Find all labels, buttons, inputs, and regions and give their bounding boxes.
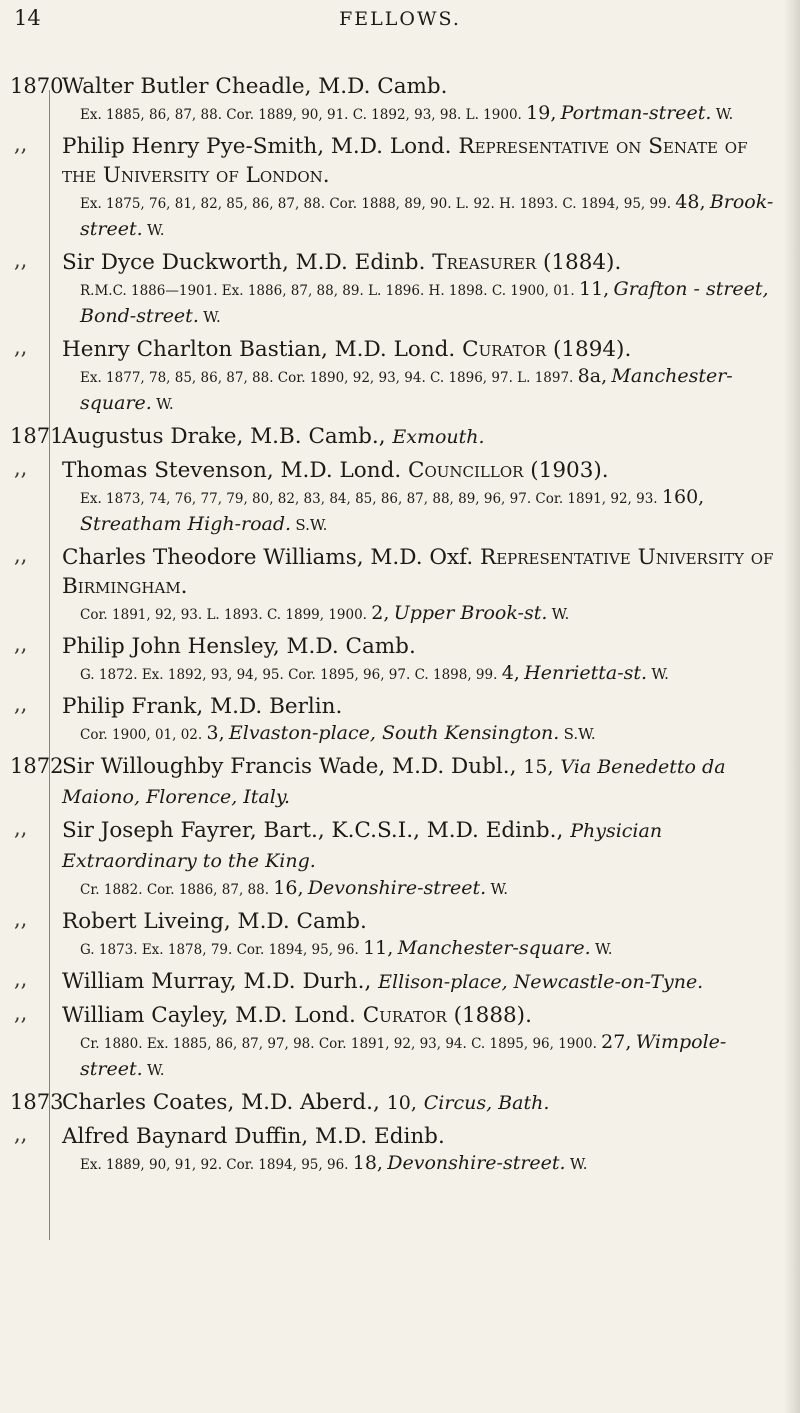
fellow-entry — [0, 632, 800, 688]
entry-service-record — [80, 277, 778, 331]
fellow-name: Thomas Stevenson, M.D. Lond. — [62, 458, 402, 483]
entry-name-line — [62, 692, 778, 721]
entry-service-record — [80, 190, 778, 244]
entry-name-line — [62, 632, 778, 661]
address-district: W. — [146, 221, 165, 239]
fellow-name: William Murray, M.D. Durh., — [62, 969, 372, 994]
service-years: G. 1872. Ex. 1892, 93, 94, 95. Cor. 1895, 96, 97. C. 1898, 99. — [80, 667, 498, 683]
address-district: S.W. — [295, 516, 328, 534]
address-number: 27, — [601, 1031, 632, 1053]
ditto-mark: ,, — [14, 1122, 28, 1146]
fellow-name: William Cayley, M.D. Lond. — [62, 1003, 356, 1028]
address-number: 2, — [371, 602, 390, 624]
address-number: 3, — [206, 722, 225, 744]
entry-name-line — [62, 456, 778, 485]
ditto-mark: ,, — [14, 335, 28, 359]
address-district: W. — [203, 308, 221, 326]
fellow-entry — [0, 1088, 800, 1118]
address-text: Devonshire-street. — [307, 877, 487, 899]
entry-body — [62, 752, 778, 812]
address-district: W. — [715, 105, 734, 123]
fellow-entry — [0, 907, 800, 963]
fellow-office: Councillor (1903). — [408, 458, 609, 483]
entry-name-line — [62, 907, 778, 936]
fellow-name: Alfred Baynard Duffin, M.D. Edinb. — [62, 1124, 445, 1149]
service-years: R.M.C. 1886—1901. Ex. 1886, 87, 88, 89. L. 1896. H. 1898. C. 1900, 01. — [80, 283, 575, 299]
running-title: FELLOWS. — [339, 8, 461, 30]
ditto-mark: ,, — [14, 248, 28, 272]
fellow-entry — [0, 335, 800, 418]
address-district: W. — [156, 395, 174, 413]
address-district: W. — [146, 1061, 165, 1079]
address-number: 19, — [526, 102, 557, 124]
service-years: Cr. 1882. Cor. 1886, 87, 88. — [80, 882, 269, 898]
address-number: 11, — [363, 937, 394, 959]
address-text: Wimpole-street. — [80, 1031, 727, 1080]
address-number: 160, — [661, 486, 705, 508]
entry-service-record — [80, 661, 778, 688]
entry-body — [62, 632, 778, 688]
address-text: Henrietta-st. — [524, 662, 648, 684]
address-text: Elvaston-place, South Kensington. — [228, 722, 560, 744]
address-district: S.W. — [563, 725, 596, 743]
entry-name-line — [62, 1088, 778, 1118]
fellow-name: Sir Willoughby Francis Wade, M.D. Dubl., — [62, 754, 517, 779]
entry-name-line — [62, 1001, 778, 1030]
entry-service-record — [80, 876, 778, 903]
entry-name-line — [62, 422, 778, 452]
address-number: 15, — [523, 756, 554, 778]
entry-year: 1873 — [10, 1090, 64, 1114]
address-text: Upper Brook-st. — [393, 602, 548, 624]
entry-service-record — [80, 601, 778, 628]
fellow-office: Curator (1894). — [462, 337, 632, 362]
entry-service-record — [80, 485, 778, 539]
ditto-mark: ,, — [14, 1001, 28, 1025]
service-years: Cor. 1900, 01, 02. — [80, 727, 203, 743]
fellow-name: Sir Joseph Fayrer, Bart., K.C.S.I., M.D. Edinb., — [62, 818, 564, 843]
entry-body — [62, 72, 778, 128]
ditto-mark: ,, — [14, 816, 28, 840]
entry-name-line — [62, 132, 778, 190]
fellow-name: Augustus Drake, M.B. Camb., — [62, 424, 386, 449]
ditto-mark: ,, — [14, 692, 28, 716]
fellow-entry — [0, 752, 800, 812]
address-text: Streatham High-road. — [80, 513, 292, 535]
ditto-mark: ,, — [14, 543, 28, 567]
entry-body — [62, 422, 778, 452]
page-edge-shadow — [784, 0, 800, 1413]
address-number: 10, — [386, 1092, 417, 1114]
fellow-entry — [0, 1122, 800, 1178]
address-text: Circus, Bath. — [423, 1092, 550, 1114]
service-years: G. 1873. Ex. 1878, 79. Cor. 1894, 95, 96. — [80, 942, 359, 958]
fellow-entry — [0, 72, 800, 128]
page-header — [0, 0, 800, 60]
address-district: W. — [490, 880, 509, 898]
address-district: W. — [569, 1155, 588, 1173]
fellow-name: Charles Theodore Williams, M.D. Oxf. — [62, 545, 474, 570]
address-district: W. — [595, 940, 613, 958]
entry-service-record — [80, 1151, 778, 1178]
entry-body — [62, 1122, 778, 1178]
fellow-entry — [0, 132, 800, 244]
entry-name-line — [62, 1122, 778, 1151]
entry-name-line — [62, 248, 778, 277]
entry-service-record — [80, 364, 778, 418]
entry-body — [62, 816, 778, 903]
fellow-office: Representative University of Birmingham. — [62, 545, 774, 599]
address-text: Grafton - street, Bond-street. — [80, 278, 769, 327]
entry-body — [62, 335, 778, 418]
entry-name-line — [62, 967, 778, 997]
fellow-entry — [0, 248, 800, 331]
address-text: Portman-street. — [560, 102, 712, 124]
fellow-name: Walter Butler Cheadle, M.D. Camb. — [62, 74, 448, 99]
service-years: Cr. 1880. Ex. 1885, 86, 87, 97, 98. Cor. 1891, 92, 93, 94. C. 1895, 96, 1900. — [80, 1036, 597, 1052]
fellow-name: Charles Coates, M.D. Aberd., — [62, 1090, 380, 1115]
fellow-entry — [0, 692, 800, 748]
entry-body — [62, 967, 778, 997]
fellow-name: Philip Frank, M.D. Berlin. — [62, 694, 343, 719]
entry-name-line — [62, 816, 778, 876]
fellow-entry — [0, 422, 800, 452]
ditto-mark: ,, — [14, 132, 28, 156]
entry-body — [62, 248, 778, 331]
fellow-entry — [0, 816, 800, 903]
entry-year: 1871 — [10, 424, 64, 448]
address-text: Manchester-square. — [80, 365, 733, 414]
service-years: Cor. 1891, 92, 93. L. 1893. C. 1899, 1900. — [80, 607, 367, 623]
entry-service-record — [80, 936, 778, 963]
entry-name-line — [62, 335, 778, 364]
fellows-list — [0, 72, 800, 1182]
address-number: 18, — [352, 1152, 383, 1174]
entry-year: 1872 — [10, 754, 64, 778]
fellow-name: Philip John Hensley, M.D. Camb. — [62, 634, 416, 659]
address-text: Brook-street. — [80, 191, 774, 240]
fellow-entry — [0, 1001, 800, 1084]
address-number: 4, — [501, 662, 520, 684]
address-text: Exmouth. — [392, 426, 485, 448]
entry-body — [62, 456, 778, 539]
fellow-entry — [0, 967, 800, 997]
entry-name-line — [62, 72, 778, 101]
fellow-office: Treasurer (1884). — [432, 250, 622, 275]
fellow-entry — [0, 456, 800, 539]
service-years: Ex. 1875, 76, 81, 82, 85, 86, 87, 88. Cor. 1888, 89, 90. L. 92. H. 1893. C. 1894, 95, 99. — [80, 196, 671, 212]
fellow-name: Sir Dyce Duckworth, M.D. Edinb. — [62, 250, 426, 275]
ditto-mark: ,, — [14, 456, 28, 480]
entry-body — [62, 692, 778, 748]
address-number: 8a, — [577, 365, 608, 387]
fellow-name: Henry Charlton Bastian, M.D. Lond. — [62, 337, 456, 362]
address-district: W. — [551, 605, 570, 623]
address-number: 48, — [675, 191, 706, 213]
fellow-office: Curator (1888). — [362, 1003, 532, 1028]
fellow-name: Robert Liveing, M.D. Camb. — [62, 909, 367, 934]
service-years: Ex. 1889, 90, 91, 92. Cor. 1894, 95, 96. — [80, 1157, 349, 1173]
ditto-mark: ,, — [14, 632, 28, 656]
fellow-entry — [0, 543, 800, 628]
ditto-mark: ,, — [14, 967, 28, 991]
page-number: 14 — [14, 6, 41, 30]
service-years: Ex. 1885, 86, 87, 88. Cor. 1889, 90, 91. C. 1892, 93, 98. L. 1900. — [80, 107, 522, 123]
fellow-honorific: Physician Extraordinary to the King. — [62, 820, 663, 872]
address-number: 16, — [273, 877, 304, 899]
fellow-office: Representative on Senate of the University of London. — [62, 134, 748, 188]
address-number: 11, — [579, 278, 610, 300]
entry-name-line — [62, 752, 778, 812]
entry-service-record — [80, 101, 778, 128]
address-text: Via Benedetto da Maiono, Florence, Italy. — [62, 756, 726, 808]
address-text: Ellison-place, Newcastle-on-Tyne. — [378, 971, 704, 993]
entry-body — [62, 543, 778, 628]
address-text: Devonshire-street. — [387, 1152, 566, 1174]
entry-body — [62, 1001, 778, 1084]
fellow-name: Philip Henry Pye-Smith, M.D. Lond. — [62, 134, 452, 159]
address-text: Manchester-square. — [397, 937, 591, 959]
entry-body — [62, 1088, 778, 1118]
entry-year: 1870 — [10, 74, 64, 98]
address-district: W. — [651, 665, 669, 683]
service-years: Ex. 1873, 74, 76, 77, 79, 80, 82, 83, 84, 85, 86, 87, 88, 89, 96, 97. Cor. 1891, 92, 93. — [80, 491, 658, 507]
ditto-mark: ,, — [14, 907, 28, 931]
entry-name-line — [62, 543, 778, 601]
entry-body — [62, 132, 778, 244]
service-years: Ex. 1877, 78, 85, 86, 87, 88. Cor. 1890, 92, 93, 94. C. 1896, 97. L. 1897. — [80, 370, 574, 386]
entry-body — [62, 907, 778, 963]
entry-service-record — [80, 721, 778, 748]
entry-service-record — [80, 1030, 778, 1084]
